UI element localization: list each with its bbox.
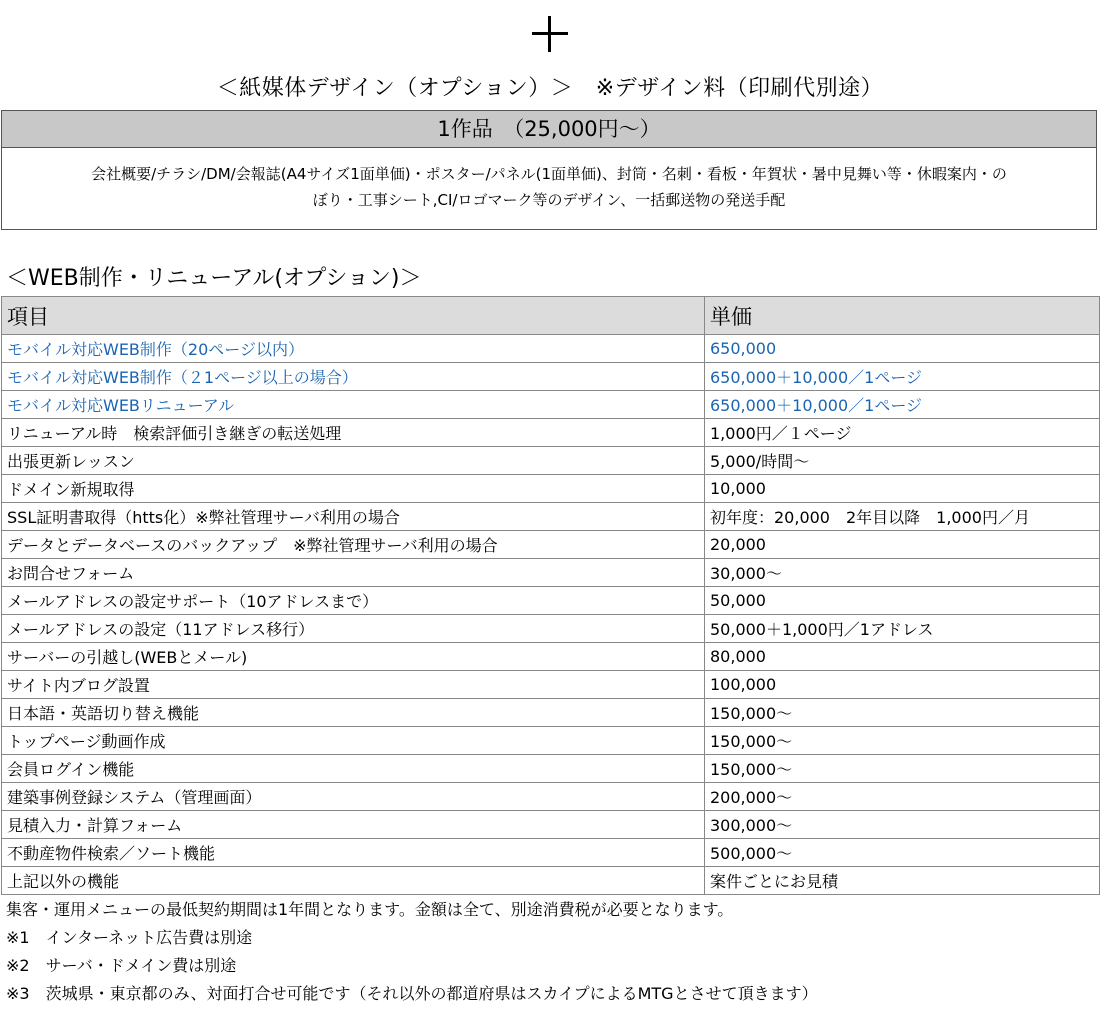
note-line: 集客・運用メニューの最低契約期間は1年間となります。金額は全て、別途消費税が必要となります。 xyxy=(6,900,734,919)
row-item: SSL証明書取得（htts化）※弊社管理サーバ利用の場合 xyxy=(2,503,705,531)
row-price: 300,000～ xyxy=(705,811,1100,839)
table-row xyxy=(2,839,1100,867)
column-header-item: 項目 xyxy=(2,297,705,335)
row-price: 20,000 xyxy=(705,531,1100,559)
row-item: データとデータベースのバックアップ ※弊社管理サーバ利用の場合 xyxy=(2,531,705,559)
row-item: サイト内ブログ設置 xyxy=(2,671,705,699)
row-price: 案件ごとにお見積 xyxy=(705,867,1100,895)
row-item: トップページ動画作成 xyxy=(2,727,705,755)
table-row xyxy=(2,699,1100,727)
note-line: ※1 インターネット広告費は別途 xyxy=(6,928,253,947)
table-row xyxy=(2,671,1100,699)
row-price: 150,000～ xyxy=(705,727,1100,755)
print-design-box xyxy=(1,110,1097,230)
row-item: 日本語・英語切り替え機能 xyxy=(2,699,705,727)
table-header-row xyxy=(2,297,1100,335)
row-price: 650,000 xyxy=(705,335,1100,363)
note-line: ※2 サーバ・ドメイン費は別途 xyxy=(6,956,237,975)
web-section-title: ＜WEB制作・リニューアル(オプション)＞ xyxy=(6,266,422,291)
table-row xyxy=(2,643,1100,671)
row-price: 200,000～ xyxy=(705,783,1100,811)
table-row xyxy=(2,615,1100,643)
row-price: 10,000 xyxy=(705,475,1100,503)
table-row xyxy=(2,335,1100,363)
row-price: 500,000～ xyxy=(705,839,1100,867)
table-row xyxy=(2,559,1100,587)
print-design-description xyxy=(2,148,1096,213)
row-item: ドメイン新規取得 xyxy=(2,475,705,503)
table-row xyxy=(2,419,1100,447)
row-item: 不動産物件検索／ソート機能 xyxy=(2,839,705,867)
table-row xyxy=(2,531,1100,559)
row-price: 650,000＋10,000／1ページ xyxy=(705,391,1100,419)
print-design-title: ＜紙媒体デザイン（オプション）＞ ※デザイン料（印刷代別途） xyxy=(216,76,884,101)
row-item: メールアドレスの設定（11アドレス移行） xyxy=(2,615,705,643)
row-price: 150,000～ xyxy=(705,755,1100,783)
row-item: モバイル対応WEB制作（２1ページ以上の場合） xyxy=(2,363,705,391)
table-row xyxy=(2,867,1100,895)
print-design-description-line: ぼり・工事シート,CI/ロゴマーク等のデザイン、一括郵送物の発送手配 xyxy=(312,191,786,209)
row-price: 50,000＋1,000円／1アドレス xyxy=(705,615,1100,643)
table-row xyxy=(2,727,1100,755)
row-price: 30,000～ xyxy=(705,559,1100,587)
row-price: 100,000 xyxy=(705,671,1100,699)
row-item: リニューアル時 検索評価引き継ぎの転送処理 xyxy=(2,419,705,447)
row-item: モバイル対応WEB制作（20ページ以内） xyxy=(2,335,705,363)
row-price: 初年度：20,000 2年目以降 1,000円／月 xyxy=(705,503,1100,531)
note-line: ※3 茨城県・東京都のみ、対面打合せ可能です（それ以外の都道府県はスカイプによるMTGとさせて頂きます） xyxy=(6,984,818,1003)
row-price: 5,000/時間～ xyxy=(705,447,1100,475)
row-item: お問合せフォーム xyxy=(2,559,705,587)
row-price: 150,000～ xyxy=(705,699,1100,727)
table-row xyxy=(2,363,1100,391)
print-design-price: 1作品 （25,000円～） xyxy=(2,111,1096,148)
row-item: 見積入力・計算フォーム xyxy=(2,811,705,839)
table-row xyxy=(2,783,1100,811)
row-item: モバイル対応WEBリニューアル xyxy=(2,391,705,419)
row-item: 会員ログイン機能 xyxy=(2,755,705,783)
row-price: 1,000円／１ページ xyxy=(705,419,1100,447)
table-row xyxy=(2,475,1100,503)
table-row xyxy=(2,755,1100,783)
print-design-description-line: 会社概要/チラシ/DM/会報誌(A4サイズ1面単価)・ポスター/パネル(1面単価)、封筒・名刺・看板・年賀状・暑中見舞い等・休暇案内・の xyxy=(91,165,1007,183)
row-price: 50,000 xyxy=(705,587,1100,615)
plus-icon xyxy=(528,12,572,56)
table-row xyxy=(2,447,1100,475)
web-price-table xyxy=(1,296,1100,895)
table-row xyxy=(2,587,1100,615)
row-item: 出張更新レッスン xyxy=(2,447,705,475)
row-item: メールアドレスの設定サポート（10アドレスまで） xyxy=(2,587,705,615)
notes xyxy=(6,896,818,1008)
row-item: 建築事例登録システム（管理画面） xyxy=(2,783,705,811)
table-row xyxy=(2,503,1100,531)
table-row xyxy=(2,811,1100,839)
row-price: 80,000 xyxy=(705,643,1100,671)
row-item: 上記以外の機能 xyxy=(2,867,705,895)
row-price: 650,000＋10,000／1ページ xyxy=(705,363,1100,391)
table-row xyxy=(2,391,1100,419)
row-item: サーバーの引越し(WEBとメール) xyxy=(2,643,705,671)
column-header-price: 単価 xyxy=(705,297,1100,335)
